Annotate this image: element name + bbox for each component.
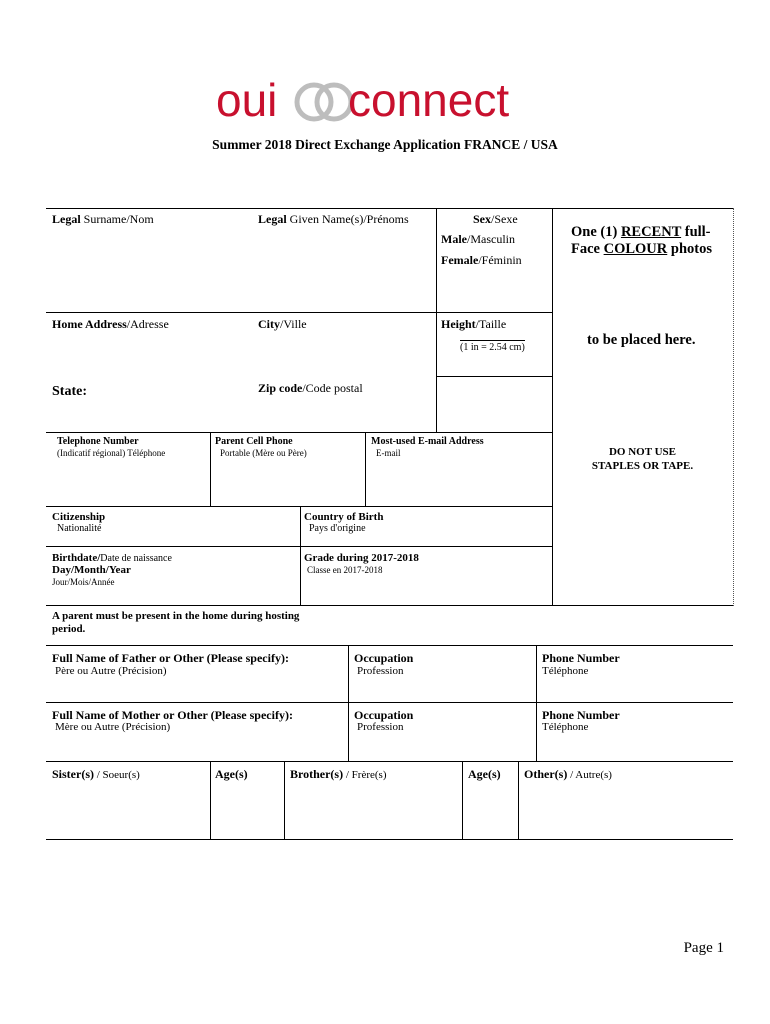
father-occupation-label: Occupation bbox=[354, 651, 414, 665]
parents-bottom bbox=[46, 761, 733, 762]
father-occupation-label-fr: Profession bbox=[357, 665, 404, 677]
grid-row4 bbox=[46, 432, 552, 433]
parent-cell-label-fr: Portable (Mère ou Père) bbox=[220, 448, 307, 458]
mother-phone-label-fr: Téléphone bbox=[542, 721, 589, 733]
grid-cell-divider bbox=[365, 432, 366, 506]
brothers-age-label: Age(s) bbox=[468, 767, 501, 781]
father-phone-label-fr: Téléphone bbox=[542, 665, 589, 677]
staples-warning: DO NOT USE STAPLES OR TAPE. bbox=[591, 446, 694, 472]
grade-label-fr: Classe en 2017-2018 bbox=[307, 565, 383, 575]
email-label: Most-used E-mail Address bbox=[371, 436, 484, 447]
city-label: City/Ville bbox=[258, 317, 307, 331]
mother-occupation-label-fr: Profession bbox=[357, 721, 404, 733]
siblings-div4 bbox=[518, 761, 519, 839]
given-name-label: Legal Given Name(s)/Prénoms bbox=[258, 212, 409, 226]
grid-sex-divider bbox=[436, 208, 437, 312]
grid-row6 bbox=[46, 546, 552, 547]
mother-occupation-label: Occupation bbox=[354, 708, 414, 722]
parents-phone-divider bbox=[536, 645, 537, 761]
photo-instruction: One (1) RECENT full- Face COLOUR photos bbox=[571, 224, 712, 257]
ouiconnect-logo bbox=[216, 72, 556, 128]
grid-top bbox=[46, 208, 733, 209]
page-number: Page 1 bbox=[683, 940, 724, 956]
height-conversion-note: (1 in = 2.54 cm) bbox=[460, 342, 525, 353]
photo-placement-text: to be placed here. bbox=[587, 332, 696, 348]
height-label: Height/Taille bbox=[441, 317, 507, 331]
mother-name-label-fr: Mère ou Autre (Précision) bbox=[55, 721, 171, 733]
surname-label: Legal Surname/Nom bbox=[52, 212, 154, 226]
siblings-div3 bbox=[462, 761, 463, 839]
grid-height-divider bbox=[436, 312, 437, 376]
logo-ring-left bbox=[297, 85, 331, 119]
siblings-div2 bbox=[284, 761, 285, 839]
others-label: Other(s) / Autre(s) bbox=[524, 767, 612, 781]
country-of-birth-label: Country of Birth bbox=[304, 511, 384, 523]
birthdate-label: Birthdate/Date de naissance bbox=[52, 552, 172, 564]
parents-mid bbox=[46, 702, 733, 703]
logo-text-oui: oui bbox=[216, 74, 278, 126]
parent-cell-label: Parent Cell Phone bbox=[215, 436, 293, 447]
citizenship-label-fr: Nationalité bbox=[57, 523, 102, 534]
grid-row2 bbox=[46, 312, 552, 313]
grid-row5 bbox=[46, 506, 552, 507]
sisters-label: Sister(s) / Soeur(s) bbox=[52, 767, 140, 781]
mother-name-label: Full Name of Mother or Other (Please specify): bbox=[52, 708, 293, 722]
male-option[interactable]: Male/Masculin bbox=[441, 232, 515, 246]
citizenship-label: Citizenship bbox=[52, 511, 106, 523]
grid-photo-left bbox=[552, 208, 553, 606]
grid-photo-right bbox=[733, 208, 734, 606]
sisters-age-label: Age(s) bbox=[215, 767, 248, 781]
grid-tel-divider bbox=[210, 432, 211, 506]
siblings-bottom bbox=[46, 839, 733, 840]
parent-presence-note: A parent must be present in the home during hosting period. bbox=[52, 610, 300, 635]
parents-occ-divider bbox=[348, 645, 349, 761]
father-name-label: Full Name of Father or Other (Please specify): bbox=[52, 651, 289, 665]
grid-zip-divider bbox=[436, 376, 437, 432]
sex-label: Sex/Sexe bbox=[473, 212, 518, 226]
father-name-label-fr: Père ou Autre (Précision) bbox=[55, 665, 167, 677]
grid-citizen-divider bbox=[300, 506, 301, 606]
state-label: State: bbox=[52, 384, 87, 399]
birthdate-format: Day/Month/Year bbox=[52, 564, 131, 576]
birthdate-format-fr: Jour/Mois/Année bbox=[52, 577, 115, 587]
female-option[interactable]: Female/Féminin bbox=[441, 253, 522, 267]
country-of-birth-label-fr: Pays d'origine bbox=[309, 523, 366, 534]
home-address-label: Home Address/Adresse bbox=[52, 317, 169, 331]
zip-code-label: Zip code/Code postal bbox=[258, 381, 363, 395]
grid-bottom bbox=[46, 605, 733, 606]
father-phone-label: Phone Number bbox=[542, 651, 620, 665]
mother-phone-label: Phone Number bbox=[542, 708, 620, 722]
email-label-fr: E-mail bbox=[376, 448, 401, 458]
grade-label: Grade during 2017-2018 bbox=[304, 552, 419, 564]
telephone-label: Telephone Number bbox=[57, 436, 139, 447]
parents-top bbox=[46, 645, 733, 646]
siblings-div1 bbox=[210, 761, 211, 839]
grid-height-bottom bbox=[436, 376, 552, 377]
telephone-label-fr: (Indicatif régional) Téléphone bbox=[57, 448, 166, 458]
brothers-label: Brother(s) / Frère(s) bbox=[290, 767, 387, 781]
logo-ring-right bbox=[317, 85, 351, 119]
logo-text-connect: connect bbox=[348, 74, 510, 126]
form-title: Summer 2018 Direct Exchange Application FRANCE / USA bbox=[212, 137, 558, 152]
